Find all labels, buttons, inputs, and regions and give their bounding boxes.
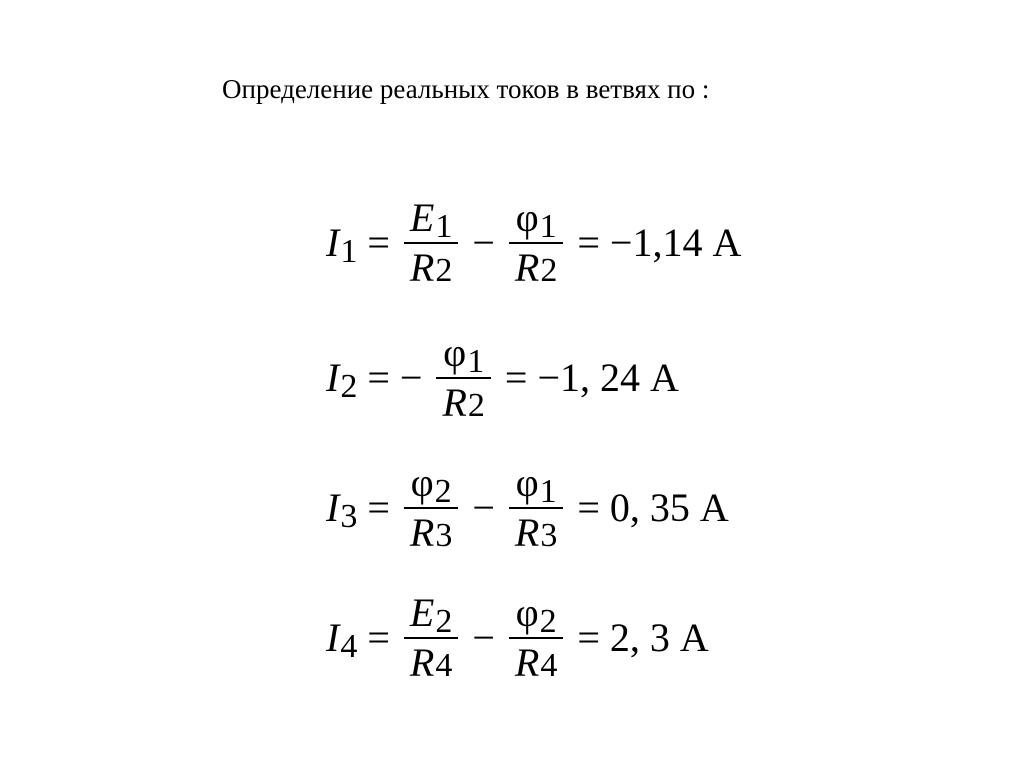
unit: А — [679, 615, 709, 660]
result-value: 2, 3 А — [609, 615, 709, 660]
fraction-phi1-r2: φ 1 R 2 — [436, 327, 490, 429]
fraction-phi1-r2: φ 1 R 2 — [509, 192, 563, 294]
unit: А — [712, 220, 742, 265]
equation-i3 — [326, 457, 729, 559]
unit: А — [650, 355, 679, 400]
unit: А — [699, 485, 729, 530]
result-value: −1, 24 А — [537, 355, 679, 400]
equals-sign: = — [577, 220, 600, 265]
minus-sign: − — [472, 220, 495, 265]
equals-sign: = — [367, 220, 390, 265]
equals-sign: = — [577, 615, 600, 660]
lhs-current: I 4 — [326, 615, 358, 665]
lhs-current: I 3 — [326, 485, 358, 535]
result-value: −1,14 А — [609, 220, 742, 265]
equals-sign: = — [577, 485, 600, 530]
equation-i2 — [326, 327, 679, 429]
lhs-current: I 2 — [326, 355, 358, 405]
result-value: 0, 35 А — [609, 485, 729, 530]
equals-sign: = — [367, 485, 390, 530]
fraction-e1-r2: E 1 R 2 — [404, 192, 458, 294]
fraction-phi2-r3: φ 2 R 3 — [404, 457, 458, 559]
fraction-phi2-r4: φ 2 R 4 — [509, 587, 563, 689]
minus-sign: − — [472, 485, 495, 530]
equation-i1 — [326, 192, 741, 294]
equation-i4 — [326, 587, 709, 689]
equals-sign: = — [367, 355, 390, 400]
fraction-phi1-r3: φ 1 R 3 — [509, 457, 563, 559]
equals-sign: = — [504, 355, 528, 400]
equals-sign: = — [367, 615, 390, 660]
lhs-current: I 1 — [326, 220, 358, 270]
page-title: Определение реальных токов в ветвях по : — [222, 74, 710, 104]
fraction-e2-r4: E 2 R 4 — [404, 587, 458, 689]
minus-sign: − — [472, 615, 495, 660]
minus-sign: − — [399, 355, 423, 400]
